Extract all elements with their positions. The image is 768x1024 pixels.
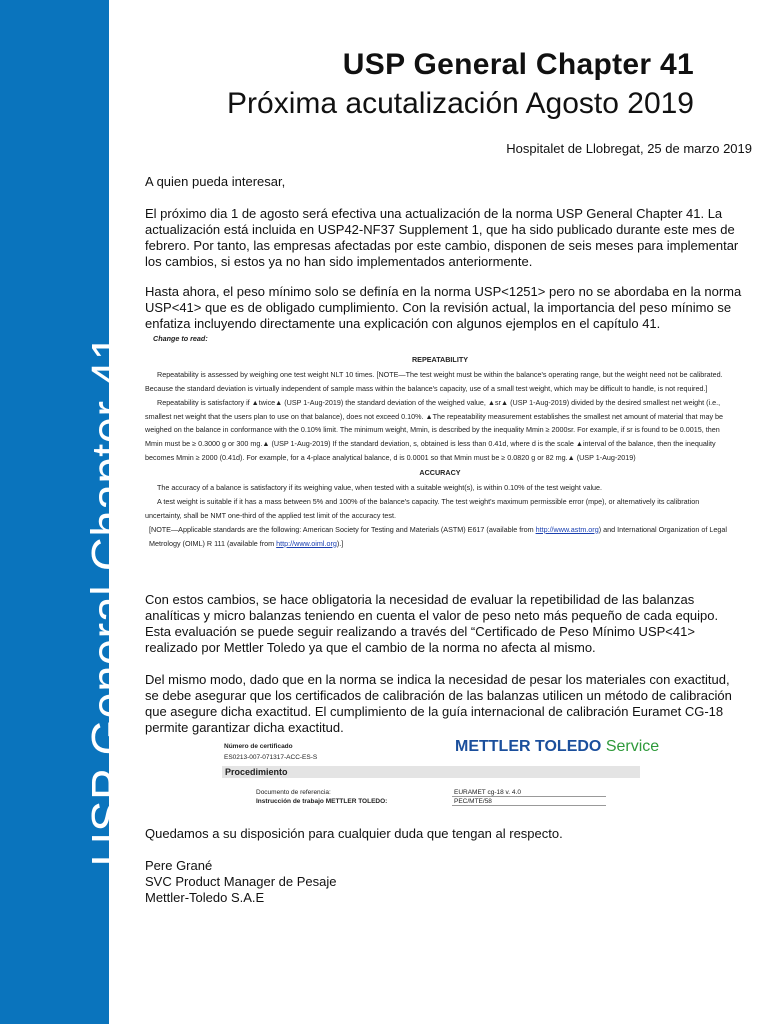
excerpt-note: [NOTE—Applicable standards are the following: American Society for Testing and Materials (ASTM) E617 (available from http://www.astm.org) and International Organization of Legal Metrology (OIML) R 111 (available from http://www.oiml.org).] [149,524,727,548]
excerpt-change-label: Change to read: [153,334,208,343]
mettler-toledo-logo: METTLER TOLEDO Service [455,738,660,755]
instruction-value: PEC/MTE/58 [454,798,492,805]
excerpt-repeatability-2: Repeatability is satisfactory if ▲twice▲ (USP 1-Aug-2019) the standard deviation of the weighed value, ▲sr▲ (USP 1-Aug-2019) divided by the desired smallest net weight (i.e., smallest net weight that the users plan to use on that balance), does not exceed 0.10%. ▲The repeatability measurement establishes the smallest net amount of material that may be weighed on the balance in conformance with the 0.10% limit. The minimum weight, Mmin, is described by the inequality Mmin ≥ 2000sr. For example, if sr is found to be 0.0015, then Mmin must be ≥ 0.3000 g or 300 mg.▲ (USP 1-Aug-2019) If the standard deviation, s, obtained is less than 0.41d, where d is the scale ▲interval of the balance, then the inequality becomes Mmin ≥ 2000 (0.41d). For example, for a 4-place analytical balance, d is 0.0001 so that Mmin must be ≥ 0.0820 g or 82 mg.▲ (USP 1-Aug-2019) [145,397,724,463]
oiml-link[interactable]: http://www.oiml.org [276,538,337,548]
page-subtitle: Próxima acutalización Agosto 2019 [227,87,694,120]
astm-link[interactable]: http://www.astm.org [535,524,599,534]
greeting: A quien pueda interesar, [145,174,286,189]
paragraph-4: Del mismo modo, dado que en la norma se indica la necesidad de pesar los materiales con exactitud, se debe asegurar que los certificados de calibración de las balanzas utilicen un método de calibración que asegure dicha exactitud. El cumplimiento de la guía internacional de calibración Euramet CG-18 permite garantizar dicha exactitud. [145,672,732,735]
excerpt-accuracy-2: A test weight is suitable if it has a mass between 5% and 100% of the balance's capacity. The test weight's maximum permissible error (mpe), or alternatively its calibration uncertainty, shall be NMT one-third of the applied test limit of the accuracy test. [145,496,700,520]
procedure-heading: Procedimiento [225,767,288,777]
excerpt-accuracy-1: The accuracy of a balance is satisfactory if its weighing value, when tested with a suitable weight(s), is within 0.10% of the test weight value. [157,483,603,493]
closing: Quedamos a su disposición para cualquier duda que tengan al respecto. [145,826,563,841]
certificate-excerpt [222,738,660,810]
paragraph-1: El próximo dia 1 de agosto será efectiva una actualización de la norma USP General Chapter 41. La actualización está incluida en USP42-NF37 Supplement 1, que ha sido publicado durante este mes de febrero. Por tanto, las empresas afectadas por este cambio, disponen de seis meses para implementar los cambios, si estos ya no han sido implementados anteriormente. [145,206,739,269]
reference-value: EURAMET cg-18 v. 4.0 [454,789,521,796]
divider [452,805,606,806]
signature-company: Mettler-Toledo S.A.E [145,890,265,905]
cert-number: ES0213-007-071317-ACC-ES-S [224,754,318,761]
excerpt-heading-accuracy: ACCURACY [419,468,461,478]
excerpt-repeatability-1: Repeatability is assessed by weighing one test weight NLT 10 times. [NOTE—The test weight must be within the balance's operating range, but the weight need not be calibrated. Because the standard deviation is virtually independent of sample mass within the balance's capacity, use of a small test weight, which may be difficult to handle, is not required.] [145,369,723,393]
cert-number-label: Número de certificado [224,743,293,750]
usp-excerpt [145,332,735,577]
reference-label: Documento de referencia: [256,789,331,796]
signature-title: SVC Product Manager de Pesaje [145,874,337,889]
excerpt-heading-repeatability: REPEATABILITY [411,354,469,364]
page-title: USP General Chapter 41 [342,48,694,81]
divider [452,796,606,797]
signature-name: Pere Grané [145,858,213,873]
paragraph-3: Con estos cambios, se hace obligatoria la necesidad de evaluar la repetibilidad de las balanzas analíticas y micro balanzas teniendo en cuenta el valor de peso neto más pequeño de cada equipo. Esta evaluación se puede seguir realizando a través del “Certificado de Peso Mínimo USP<41> realizado por Mettler Toledo ya que el cambio de la norma no afecta al mismo. [145,592,719,655]
instruction-label: Instrucción de trabajo METTLER TOLEDO: [256,798,388,805]
paragraph-2: Hasta ahora, el peso mínimo solo se definía en la norma USP<1251> pero no se abordaba en la norma USP<41> que es de obligado cumplimiento. Con la revisión actual, la importancia del peso mínimo se enfatiza incluyendo directamente una explicación con algunos ejemplos en el capítulo 41. [145,284,742,331]
sidebar-title: USP General Chapter 41 [81,333,135,867]
dateline: Hospitalet de Llobregat, 25 de marzo 2019 [506,141,752,156]
